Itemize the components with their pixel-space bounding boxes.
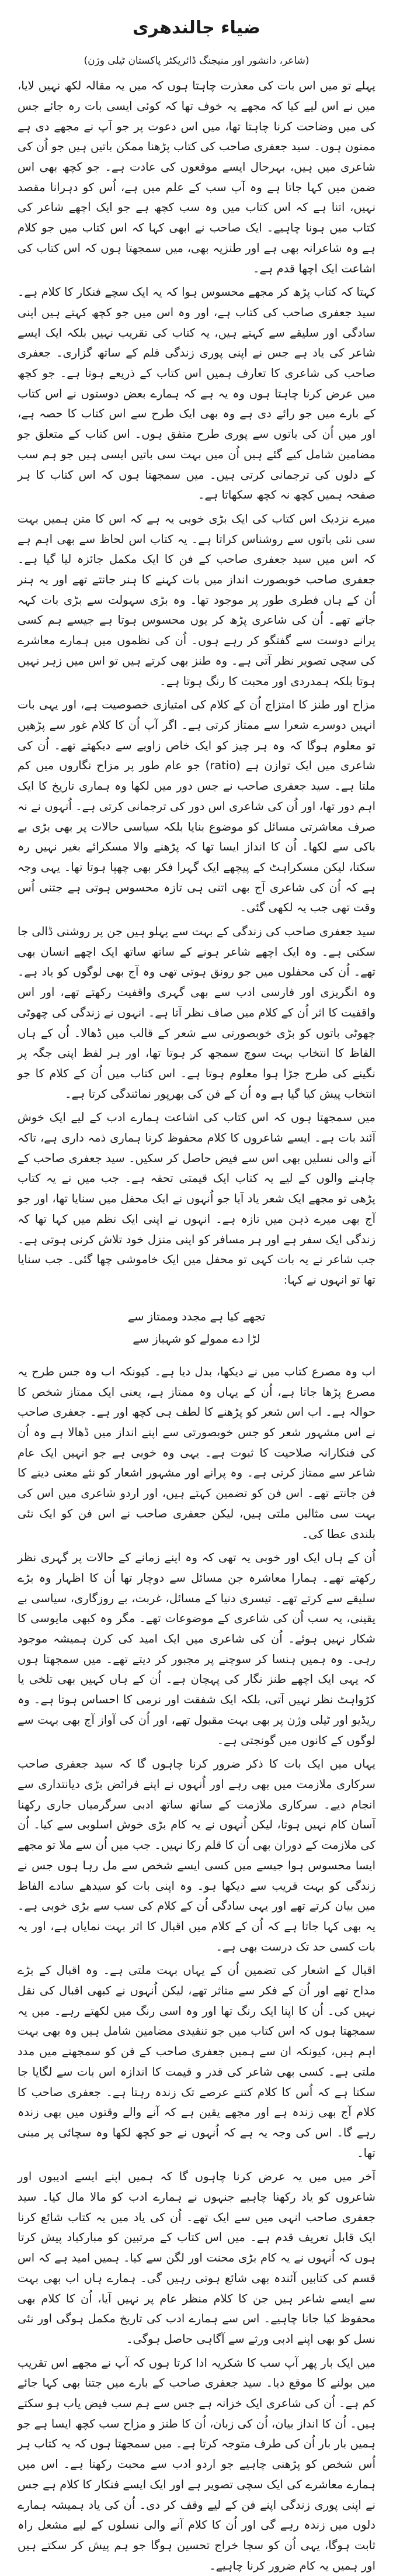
page-title: ضیاء جالندھری (133, 18, 260, 38)
paragraph: آخر میں میں یہ عرض کرنا چاہوں گا کہ ہمیں اپنے ایسے ادیبوں اور شاعروں کو یاد رکھنا چاہیے جنہوں نے ہمارے ادب کو مالا مال کیا۔ سید جعفری صاحب انہی میں سے ایک تھے۔ اُن کی یاد میں یہ کتاب شائع کرنا ایک قابل تعریف قدم ہے۔ میں اس کتاب کے مرتبین کو مبارکباد پیش کرتا ہوں کہ اُنہوں نے یہ کام بڑی محنت اور لگن سے کیا۔ ہمیں امید ہے کہ اس قسم کی کتابیں آئندہ بھی شائع ہوتی رہیں گی۔ ہمارے ہاں اب بھی بہت سے ایسے شاعر ہیں جن کا کلام منظر عام پر نہیں آیا، اُن کا کلام بھی محفوظ کیا جانا چاہیے۔ اس سے ہمارے ادب کی تاریخ مکمل ہوگی اور نئی نسل کو بھی اپنے ادبی ورثے سے آگاہی حاصل ہوگی۔ (18, 2170, 375, 2346)
poetry-couplet (18, 1307, 375, 1349)
paragraph: مزاح اور طنز کا امتزاج اُن کے کلام کی امتیازی خصوصیت ہے، اور یہی بات انہیں دوسرے شعرا سے ممتاز کرتی ہے۔ اگر آپ اُن کا کلام غور سے پڑھیں تو معلوم ہوگا کہ وہ ہر چیز کو ایک خاص زاویے سے دیکھتے تھے۔ اُن کی شاعری میں ایک توازن ہے (ratio) جو عام طور پر مزاح نگاروں میں کم ملتا ہے۔ سید جعفری صاحب نے جس دور میں لکھا وہ ہماری تاریخ کا ایک اہم دور تھا، اور اُن کی شاعری اس دور کی ترجمانی کرتی ہے۔ اُنہوں نے نہ صرف معاشرتی مسائل کو موضوع بنایا بلکہ سیاسی حالات پر بھی بڑی بے باکی سے لکھا۔ اُن کا انداز ایسا تھا کہ پڑھنے والا مسکرائے بغیر نہیں رہ سکتا، لیکن مسکراہٹ کے پیچھے ایک گہرا فکر بھی چھپا ہوتا تھا۔ یہی وجہ ہے کہ اُن کی شاعری آج بھی اتنی ہی تازہ محسوس ہوتی ہے جتنی اُس وقت تھی جب یہ لکھی گئی۔ (18, 698, 375, 915)
paragraph: اب وہ مصرع کتاب میں نے دیکھا، بدل دیا ہے۔ کیونکہ اب وہ جس طرح یہ مصرع پڑھا جاتا ہے، اُن کے یہاں وہ ممتاز ہے، یعنی ایک ممتاز شخص کا حوالہ ہے۔ اب اس شعر کو پڑھنے کا لطف ہی کچھ اور ہے۔ جعفری صاحب نے اس مشہور شعر کو جس خوبصورتی سے اپنے انداز میں ڈھالا ہے وہ اُن کی فنکارانہ صلاحیت کا ثبوت ہے۔ یہی وہ خوبی ہے جو انہیں ایک عام شاعر سے ممتاز کرتی ہے۔ وہ پرانے اور مشہور اشعار کو نئے معنی دینے کا فن جانتے تھے۔ اس فن کو تضمین کہتے ہیں، اور اردو شاعری میں اس کی بہت سی مثالیں ملتی ہیں، لیکن جعفری صاحب نے اس فن کو ایک نئی بلندی عطا کی۔ (18, 1364, 375, 1541)
paragraph: یہاں میں ایک بات کا ذکر ضرور کرنا چاہوں گا کہ سید جعفری صاحب سرکاری ملازمت میں بھی رہے اور اُنہوں نے اپنے فرائض بڑی دیانتداری سے انجام دیے۔ سرکاری ملازمت کے ساتھ ساتھ ادبی سرگرمیاں جاری رکھنا آسان کام نہیں ہوتا، لیکن اُنہوں نے یہ کام بڑی خوش اسلوبی سے کیا۔ اُن کی ملازمت کے دوران بھی اُن کا قلم رکا نہیں۔ جب میں اُن سے ملا تو مجھے ایسا محسوس ہوا جیسے میں کسی ایسے شخص سے مل رہا ہوں جس نے زندگی کو بہت قریب سے دیکھا ہو۔ وہ اپنی بات کو سیدھے سادے الفاظ میں بیان کرتے تھے اور یہی سادگی اُن کے کلام کی سب سے بڑی خوبی ہے۔ یہ بھی کہا جاتا ہے کہ اُن کے کلام میں اقبال کا اثر بہت نمایاں ہے، اور یہ بات کسی حد تک درست بھی ہے۔ (18, 1757, 375, 1953)
paragraph: کہتا کہ کتاب پڑھ کر مجھے محسوس ہوا کہ یہ ایک سچے فنکار کا کلام ہے۔ سید جعفری صاحب کی کتاب ہے، اور وہ اس میں جو کچھ کہتے ہیں اپنی سادگی اور سلیقے سے کہتے ہیں، یہ کتاب کی تقریب نہیں بلکہ ایک ایسے شاعر کی یاد ہے جس نے اپنی پوری زندگی قلم کے ساتھ گزاری۔ جعفری صاحب کی شاعری کا تعارف ہمیں اس کتاب کے ذریعے ہوتا ہے۔ جو کچھ میں عرض کرنا چاہتا ہوں وہ یہ ہے کہ ہمارے بعض دوستوں نے اس کتاب کے بارے میں جو رائے دی ہے وہ بھی ایک طرح سے اس کتاب کا حصہ ہے، اور میں اُن کی باتوں سے پوری طرح متفق ہوں۔ اس کتاب کے متعلق جو مضامین شامل کیے گئے ہیں اُن میں بہت سی باتیں ایسی ہیں جو ہم سب کے دلوں کی ترجمانی کرتی ہیں۔ میں سمجھتا ہوں کہ اس کتاب کا ہر صفحہ ہمیں کچھ نہ کچھ سکھاتا ہے۔ (18, 285, 375, 502)
paragraph: پہلے تو میں اس بات کی معذرت چاہتا ہوں کہ میں یہ مقالہ لکھ نہیں لایا، میں نے اس لیے کیا کہ مجھے یہ خوف تھا کہ کوئی ایسی بات رہ جائے جس کی میں وضاحت کرنا چاہتا تھا، میں اس دعوت پر جو آپ نے مجھے دی ہے ممنون ہوں۔ سید جعفری صاحب کی کتاب پڑھنا ممکن باتیں ہیں جو اُن کی شاعری میں ہیں، بہرحال ایسے موقعوں کی عادت ہے۔ جو کچھ بھی اس ضمن میں کہا جاتا ہے وہ آپ سب کے علم میں ہے، اُس کو دہرانا مقصد نہیں، اتنا ہے کہ اس کتاب میں وہ سب کچھ ہے جو ایک اچھے شاعر کی کتاب میں ہونا چاہیے۔ ایک صاحب نے ابھی کہا کہ اس کتاب میں جو کلام ہے وہ شاعرانہ بھی ہے اور طنزیہ بھی، میں سمجھتا ہوں کہ اس کتاب کی اشاعت ایک اچھا قدم ہے۔ (18, 79, 375, 275)
page-subtitle: (شاعر، دانشور اور منیجنگ ڈائریکٹر پاکستان ٹیلی وژن) (84, 55, 309, 67)
paragraph: میں سمجھتا ہوں کہ اس کتاب کی اشاعت ہمارے ادب کے لیے ایک خوش آئند بات ہے۔ ایسے شاعروں کا کلام محفوظ کرنا ہماری ذمہ داری ہے، تاکہ آنے والی نسلیں بھی اس سے فیض حاصل کر سکیں۔ سید جعفری صاحب کے چاہنے والوں کے لیے یہ کتاب ایک قیمتی تحفہ ہے۔ جب میں نے یہ کتاب پڑھی تو مجھے ایک شعر یاد آیا جو اُنہوں نے ایک محفل میں سنایا تھا، اور جو آج بھی میرے ذہن میں تازہ ہے۔ انہوں نے اپنی ایک نظم میں کہا تھا کہ زندگی ایک سفر ہے اور ہر مسافر کو اپنی منزل خود تلاش کرنی ہوتی ہے۔ جب شاعر نے یہ بات کہی تو محفل میں ایک خاموشی چھا گئی۔ جب سنایا تھا تو انہوں نے کہا: (18, 1111, 375, 1287)
paragraph: میں ایک بار پھر آپ سب کا شکریہ ادا کرتا ہوں کہ آپ نے مجھے اس تقریب میں بولنے کا موقع دیا۔ سید جعفری صاحب کے بارے میں جتنا بھی کہا جائے کم ہے۔ اُن کی شاعری ایک خزانہ ہے جس سے ہم سب فیض یاب ہو سکتے ہیں۔ اُن کا انداز بیان، اُن کی زبان، اُن کا طنز و مزاح سب کچھ ایسا ہے جو ہمیں بار بار اُن کی طرف متوجہ کرتا ہے۔ میں سمجھتا ہوں کہ یہ کتاب ہر اُس شخص کو پڑھنی چاہیے جو اردو ادب سے محبت رکھتا ہے۔ اس میں ہمارے معاشرے کی ایک سچی تصویر ہے اور ایک ایسے فنکار کا کلام ہے جس نے اپنی پوری زندگی اپنے فن کے لیے وقف کر دی۔ اُن کی یاد ہمیشہ ہمارے دلوں میں زندہ رہے گی اور اُن کا کلام آنے والی نسلوں کے لیے مشعل راہ ثابت ہوگا، یہی اُن کو سچا خراج تحسین ہوگا جو ہم پیش کر سکتے ہیں اور ہمیں یہ کام ضرور کرنا چاہیے۔ (18, 2356, 375, 2572)
paragraph: سید جعفری صاحب کی زندگی کے بہت سے پہلو ہیں جن پر روشنی ڈالی جا سکتی ہے۔ وہ ایک اچھے شاعر ہونے کے ساتھ ساتھ ایک اچھے انسان بھی تھے۔ اُن کی محفلوں میں جو رونق ہوتی تھی وہ آج بھی لوگوں کو یاد ہے۔ وہ انگریزی اور فارسی ادب سے بھی گہری واقفیت رکھتے تھے، اور اس واقفیت کا اثر اُن کے کلام میں صاف نظر آتا ہے۔ انہوں نے زندگی کی چھوٹی چھوٹی باتوں کو بڑی خوبصورتی سے شعر کے قالب میں ڈھالا۔ اُن کے ہاں الفاظ کا انتخاب بہت سوچ سمجھ کر ہوتا تھا، اور ہر لفظ اپنی جگہ پر نگینے کی طرح جڑا ہوا معلوم ہوتا ہے۔ اس کتاب میں اُن کے کلام کا جو انتخاب پیش کیا گیا ہے وہ اُن کے فن کی بھرپور نمائندگی کرتا ہے۔ (18, 925, 375, 1101)
couplet-line: تجھے کیا ہے مجدد وممتاز سے (127, 1309, 266, 1323)
couplet-line: لڑا دے ممولے کو شہباز سے (133, 1332, 260, 1346)
paragraph: اقبال کے اشعار کی تضمین اُن کے یہاں بہت ملتی ہے۔ وہ اقبال کے بڑے مداح تھے اور اُن کے فکر سے متاثر تھے، لیکن اُنہوں نے کبھی اقبال کی نقل نہیں کی۔ اُن کا اپنا ایک رنگ تھا اور وہ اسی رنگ میں لکھتے رہے۔ میں یہ سمجھتا ہوں کہ اس کتاب میں جو تنقیدی مضامین شامل ہیں وہ بھی بہت اہم ہیں، کیونکہ ان سے ہمیں جعفری صاحب کے فن کو سمجھنے میں مدد ملتی ہے۔ کسی بھی شاعر کی قدر و قیمت کا اندازہ اس بات سے لگایا جا سکتا ہے کہ اُس کا کلام کتنے عرصے تک زندہ رہتا ہے۔ جعفری صاحب کا کلام آج بھی زندہ ہے اور مجھے یقین ہے کہ آنے والے وقتوں میں بھی زندہ رہے گا۔ اس کی وجہ یہ ہے کہ اُنہوں نے جو کچھ لکھا وہ سچائی پر مبنی تھا۔ (18, 1963, 375, 2160)
paragraph: میرے نزدیک اس کتاب کی ایک بڑی خوبی یہ ہے کہ اس کا متن ہمیں بہت سی نئی باتوں سے روشناس کراتا ہے۔ یہ کتاب اس لحاظ سے بھی اہم ہے کہ اس میں سید جعفری صاحب کے فن کا ایک مکمل جائزہ لیا گیا ہے۔ جعفری صاحب خوبصورت انداز میں بات کہنے کا ہنر جانتے تھے اور یہ ہنر اُن کے ہاں فطری طور پر موجود تھا۔ وہ بڑی سہولت سے بڑی بات کہہ جاتے تھے۔ اُن کی شاعری پڑھ کر یوں محسوس ہوتا ہے جیسے ہم کسی پرانے دوست سے گفتگو کر رہے ہوں۔ اُن کی نظموں میں ہمارے معاشرے کی سچی تصویر نظر آتی ہے۔ وہ طنز بھی کرتے ہیں تو اس میں زہر نہیں ہوتا بلکہ ہمدردی اور محبت کا رنگ ہوتا ہے۔ (18, 511, 375, 688)
paragraph: اُن کے ہاں ایک اور خوبی یہ تھی کہ وہ اپنے زمانے کے حالات پر گہری نظر رکھتے تھے۔ ہمارا معاشرہ جن مسائل سے دوچار تھا اُن کا اظہار وہ بڑے سلیقے سے کرتے تھے۔ تیسری دنیا کے مسائل، غربت، بے روزگاری، سیاسی بے یقینی، یہ سب اُن کی شاعری کے موضوعات تھے۔ مگر وہ کبھی مایوسی کا شکار نہیں ہوئے۔ اُن کی شاعری میں ایک امید کی کرن ہمیشہ موجود رہی۔ وہ ہمیں ہنسا کر سوچنے پر مجبور کر دیتے تھے۔ میں سمجھتا ہوں کہ یہی ایک اچھے طنز نگار کی پہچان ہے۔ اُن کے ہاں کہیں بھی تلخی یا کڑواہٹ نظر نہیں آتی، بلکہ ایک شفقت اور نرمی کا احساس ہوتا ہے۔ وہ ریڈیو اور ٹیلی وژن پر بھی بہت مقبول تھے، اور اُن کی آواز آج بھی بہت سے لوگوں کے کانوں میں گونجتی ہے۔ (18, 1551, 375, 1747)
article-body-after (18, 1362, 375, 2576)
article-body-before (18, 76, 375, 1290)
